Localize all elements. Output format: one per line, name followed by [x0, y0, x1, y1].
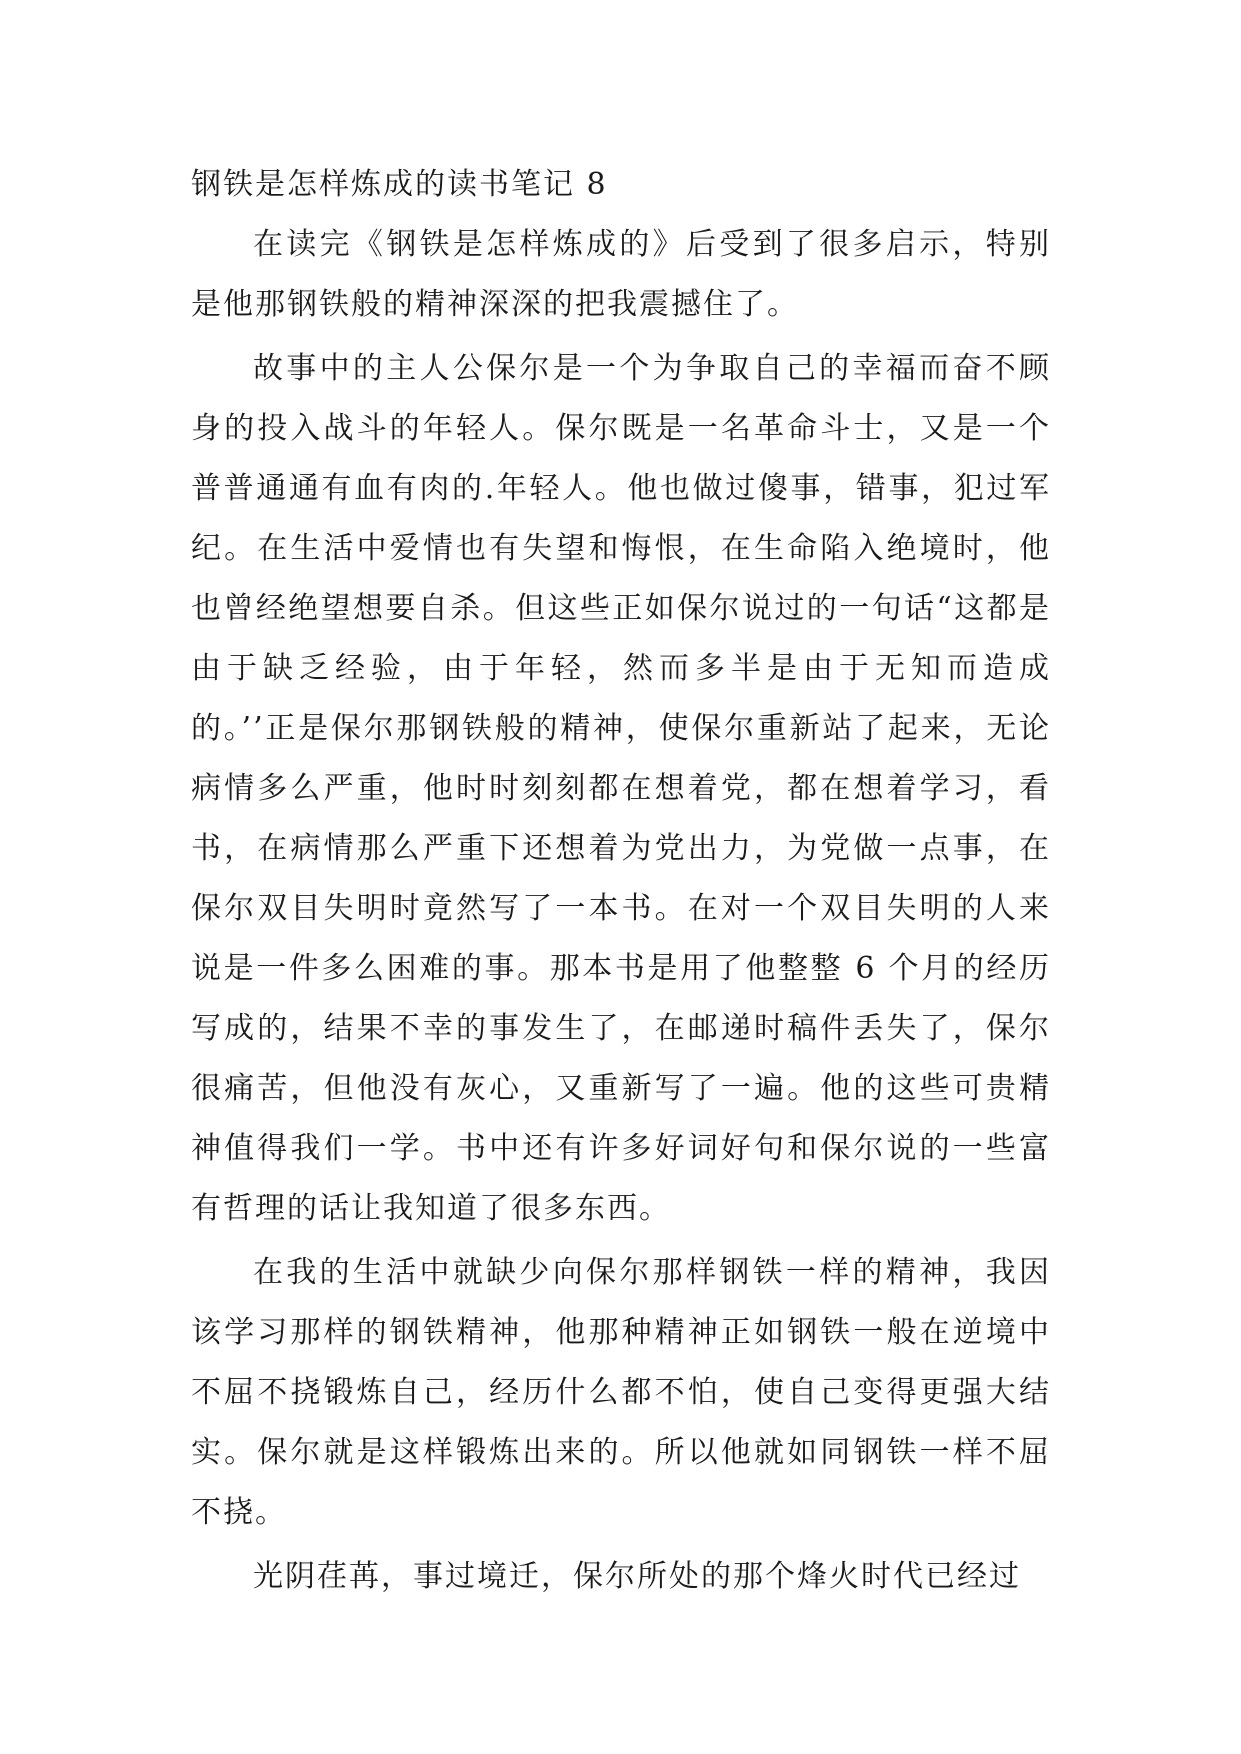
document-title: 钢铁是怎样炼成的读书笔记 8 — [191, 167, 608, 202]
document-body — [191, 155, 1051, 1607]
paragraph-reflection: 在我的生活中就缺少向保尔那样钢铁一样的精神，我因该学习那样的钢铁精神，他那种精神正如钢铁一般在逆境中不屈不挠锻炼自己，经历什么都不怕，使自己变得更强大结实。保尔就是这样锻炼出来的。所以他就如同钢铁一样不屈不挠。 — [191, 1255, 1051, 1530]
paragraph-story: 故事中的主人公保尔是一个为争取自己的幸福而奋不顾身的投入战斗的年轻人。保尔既是一名革命斗士，又是一个普普通通有血有肉的.年轻人。他也做过傻事，错事，犯过军纪。在生活中爱情也有失望和悔恨，在生命陷入绝境时，他也曾经绝望想要自杀。但这些正如保尔说过的一句话“这都是由于缺乏经验，由于年轻，然而多半是由于无知而造成的。’’正是保尔那钢铁般的精神，使保尔重新站了起来，无论病情多么严重，他时时刻刻都在想着党，都在想着学习，看书，在病情那么严重下还想着为党出力，为党做一点事，在保尔双目失明时竟然写了一本书。在对一个双目失明的人来说是一件多么困难的事。那本书是用了他整整 6 个月的经历写成的，结果不幸的事发生了，在邮递时稿件丢失了，保尔很痛苦，但他没有灰心，又重新写了一遍。他的这些可贵精神值得我们一学。书中还有许多好词好句和保尔说的一些富有哲理的话让我知道了很多东西。 — [191, 351, 1051, 1226]
paragraph-intro: 在读完《钢铁是怎样炼成的》后受到了很多启示，特别是他那钢铁般的精神深深的把我震撼住了。 — [191, 227, 1051, 322]
paragraph-closing: 光阴荏苒，事过境迁，保尔所处的那个烽火时代已经过 — [253, 1559, 1021, 1594]
